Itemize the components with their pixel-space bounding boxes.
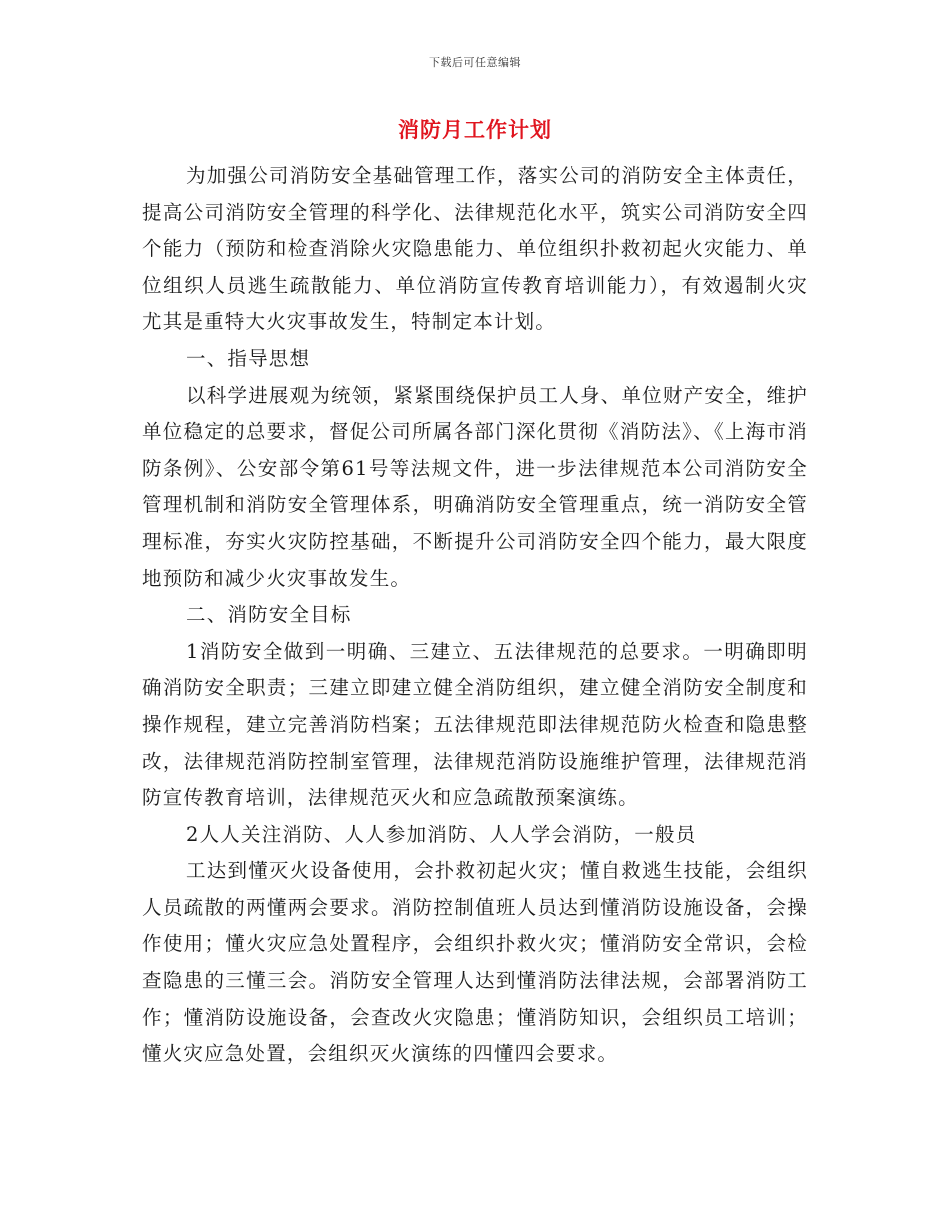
header-note: 下载后可任意编辑 [429,56,521,69]
document-title: 消防月工作计划 [398,117,552,142]
paragraph-guiding-principle: 以科学进展观为统领，紧紧围绕保护员工人身、单位财产安全，维护单位稳定的总要求，督促公司所属各部门深化贯彻《消防法》、《上海市消防条例》、公安部令第61号等法规文件，进一步法律规范本公司消防安全管理机制和消防安全管理体系，明确消防安全管理重点，统一消防安全管理标准，夯实火灾防控基础，不断提升公司消防安全四个能力，最大限度地预防和减少火灾事故发生。 [142,383,808,590]
paragraph-intro: 为加强公司消防安全基础管理工作，落实公司的消防安全主体责任，提高公司消防安全管理的科学化、法律规范化水平，筑实公司消防安全四个能力（预防和检查消除火灾隐患能力、单位组织扑救初起火灾能力、单位组织人员逃生疏散能力、单位消防宣传教育培训能力），有效遏制火灾尤其是重特大火灾事故发生，特制定本计划。 [142,164,808,334]
section-heading-safety-goals: 二、消防安全目标 [186,603,352,627]
document-body [142,158,808,1073]
paragraph-goal-2-continued: 工达到懂灭火设备使用，会扑救初起火灾；懂自救逃生技能，会组织人员疏散的两懂两会要求。消防控制值班人员达到懂消防设施设备，会操作使用；懂火灾应急处置程序，会组织扑救火灾；懂消防安全常识，会检查隐患的三懂三会。消防安全管理人达到懂消防法律法规，会部署消防工作；懂消防设施设备，会查改火灾隐患；懂消防知识，会组织员工培训；懂火灾应急处置，会组织灭火演练的四懂四会要求。 [142,859,808,1066]
paragraph-goal-1: 1消防安全做到一明确、三建立、五法律规范的总要求。一明确即明确消防安全职责；三建立即建立健全消防组织，建立健全消防安全制度和操作规程，建立完善消防档案；五法律规范即法律规范防火检查和隐患整改，法律规范消防控制室管理，法律规范消防设施维护管理，法律规范消防宣传教育培训，法律规范灭火和应急疏散预案演练。 [142,639,808,810]
paragraph-goal-2: 2人人关注消防、人人参加消防、人人学会消防，一般员 [186,822,697,846]
section-heading-guiding-principle: 一、指导思想 [186,346,311,370]
